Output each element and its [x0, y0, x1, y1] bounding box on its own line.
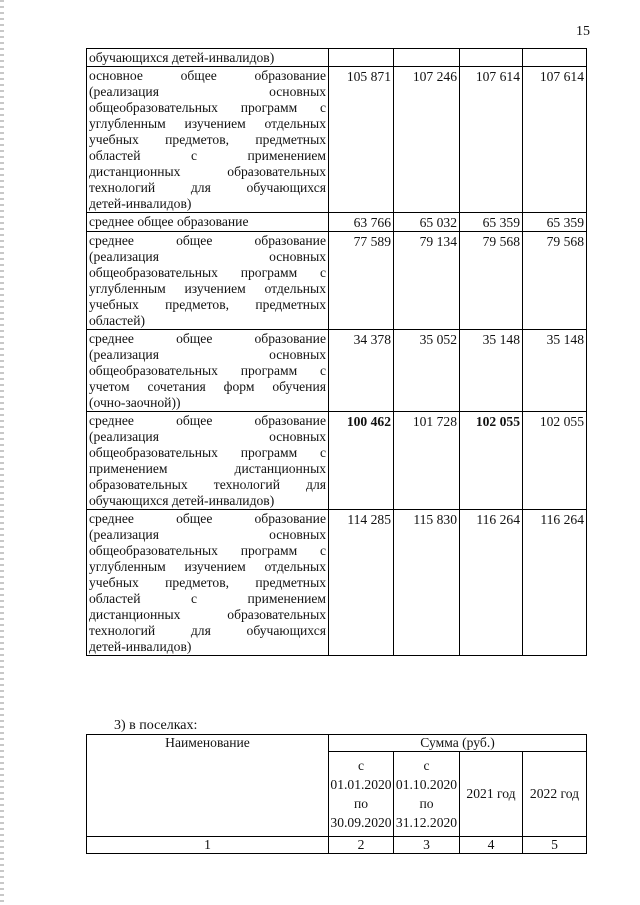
row-name-line: среднее общее образование [89, 331, 326, 346]
row-name-line: углубленным изучением отдельных [89, 559, 326, 574]
value-cell: 79 568 [523, 232, 587, 330]
row-name-line: областей с применением [89, 148, 326, 163]
row-name-line: общеобразовательных программ с [89, 363, 326, 378]
scan-crop-mark [0, 0, 4, 905]
column-number: 5 [523, 837, 587, 854]
row-name-line: общеобразовательных программ с [89, 445, 326, 460]
column-number: 1 [87, 837, 329, 854]
name-header-cell [87, 735, 329, 837]
row-name-line: общеобразовательных программ с [89, 265, 326, 280]
value-cell [394, 49, 460, 67]
value-cell: 102 055 [460, 412, 523, 510]
table-row [87, 510, 587, 656]
row-name-line: детей-инвалидов) [89, 639, 192, 654]
table-row [87, 67, 587, 213]
name-header: Наименование [165, 735, 250, 750]
value-cell: 65 359 [460, 213, 523, 232]
table-row [87, 232, 587, 330]
row-name-line: углубленным изучением отдельных [89, 116, 326, 131]
value-cell: 101 728 [394, 412, 460, 510]
section-caption: 3) в поселках: [114, 718, 198, 733]
row-name-line: (реализация основных [89, 249, 326, 264]
row-name-line: обучающихся детей-инвалидов) [89, 50, 275, 65]
page-number: 15 [576, 24, 590, 39]
value-cell [329, 49, 394, 67]
row-name-line: общеобразовательных программ с [89, 100, 326, 115]
value-cell: 34 378 [329, 330, 394, 412]
value-cell: 35 148 [523, 330, 587, 412]
row-name-line: детей-инвалидов) [89, 196, 192, 211]
row-name-cell [87, 67, 329, 213]
row-name-line: (реализация основных [89, 429, 326, 444]
value-cell: 77 589 [329, 232, 394, 330]
period-2-header: с 01.10.2020 по 31.12.2020 [394, 752, 460, 837]
value-cell: 79 134 [394, 232, 460, 330]
row-name-line: дистанционных образовательных [89, 164, 326, 179]
column-number: 2 [329, 837, 394, 854]
row-name-line: учетом сочетания форм обучения [89, 379, 326, 394]
column-number: 4 [460, 837, 523, 854]
row-name-cell [87, 232, 329, 330]
funding-table-body [87, 49, 587, 656]
row-name-line: общеобразовательных программ с [89, 543, 326, 558]
row-name-line: углубленным изучением отдельных [89, 281, 326, 296]
value-cell [460, 49, 523, 67]
table-row [87, 412, 587, 510]
value-cell: 107 246 [394, 67, 460, 213]
value-cell: 63 766 [329, 213, 394, 232]
value-cell: 79 568 [460, 232, 523, 330]
table-row [87, 213, 587, 232]
table-row [87, 330, 587, 412]
row-name-line: среднее общее образование [89, 413, 326, 428]
value-cell: 107 614 [523, 67, 587, 213]
value-cell: 100 462 [329, 412, 394, 510]
column-number-row [87, 837, 587, 854]
period-1-header: с 01.01.2020 по 30.09.2020 [329, 752, 394, 837]
row-name-cell [87, 213, 329, 232]
year-2021-header: 2021 год [460, 752, 523, 837]
value-cell: 65 032 [394, 213, 460, 232]
value-cell: 115 830 [394, 510, 460, 656]
value-cell: 114 285 [329, 510, 394, 656]
row-name-line: (реализация основных [89, 84, 326, 99]
row-name-line: образовательных технологий для [89, 477, 326, 492]
year-2022-header: 2022 год [523, 752, 587, 837]
table-row [87, 49, 587, 67]
row-name-line: учебных предметов, предметных [89, 297, 326, 312]
row-name-cell [87, 412, 329, 510]
row-name-line: технологий для обучающихся [89, 623, 326, 638]
value-cell: 65 359 [523, 213, 587, 232]
row-name-line: дистанционных образовательных [89, 607, 326, 622]
value-cell: 35 148 [460, 330, 523, 412]
sum-header: Сумма (руб.) [420, 735, 495, 750]
column-number: 3 [394, 837, 460, 854]
row-name-line: учебных предметов, предметных [89, 132, 326, 147]
row-name-line: (очно-заочной)) [89, 395, 181, 410]
funding-table-continued [86, 48, 587, 656]
row-name-line: среднее общее образование [89, 233, 326, 248]
row-name-cell [87, 49, 329, 67]
row-name-line: основное общее образование [89, 68, 326, 83]
posyolki-funding-table [86, 734, 587, 854]
row-name-line: применением дистанционных [89, 461, 326, 476]
value-cell: 116 264 [460, 510, 523, 656]
value-cell: 105 871 [329, 67, 394, 213]
row-name-line: (реализация основных [89, 347, 326, 362]
row-name-cell [87, 330, 329, 412]
header-row-1 [87, 735, 587, 752]
value-cell [523, 49, 587, 67]
value-cell: 102 055 [523, 412, 587, 510]
row-name-line: технологий для обучающихся [89, 180, 326, 195]
row-name-line: среднее общее образование [89, 214, 249, 229]
row-name-line: среднее общее образование [89, 511, 326, 526]
row-name-line: обучающихся детей-инвалидов) [89, 493, 275, 508]
row-name-line: учебных предметов, предметных [89, 575, 326, 590]
row-name-line: областей) [89, 313, 146, 328]
value-cell: 116 264 [523, 510, 587, 656]
value-cell: 35 052 [394, 330, 460, 412]
sum-header-cell [329, 735, 587, 752]
row-name-line: областей с применением [89, 591, 326, 606]
value-cell: 107 614 [460, 67, 523, 213]
row-name-line: (реализация основных [89, 527, 326, 542]
row-name-cell [87, 510, 329, 656]
